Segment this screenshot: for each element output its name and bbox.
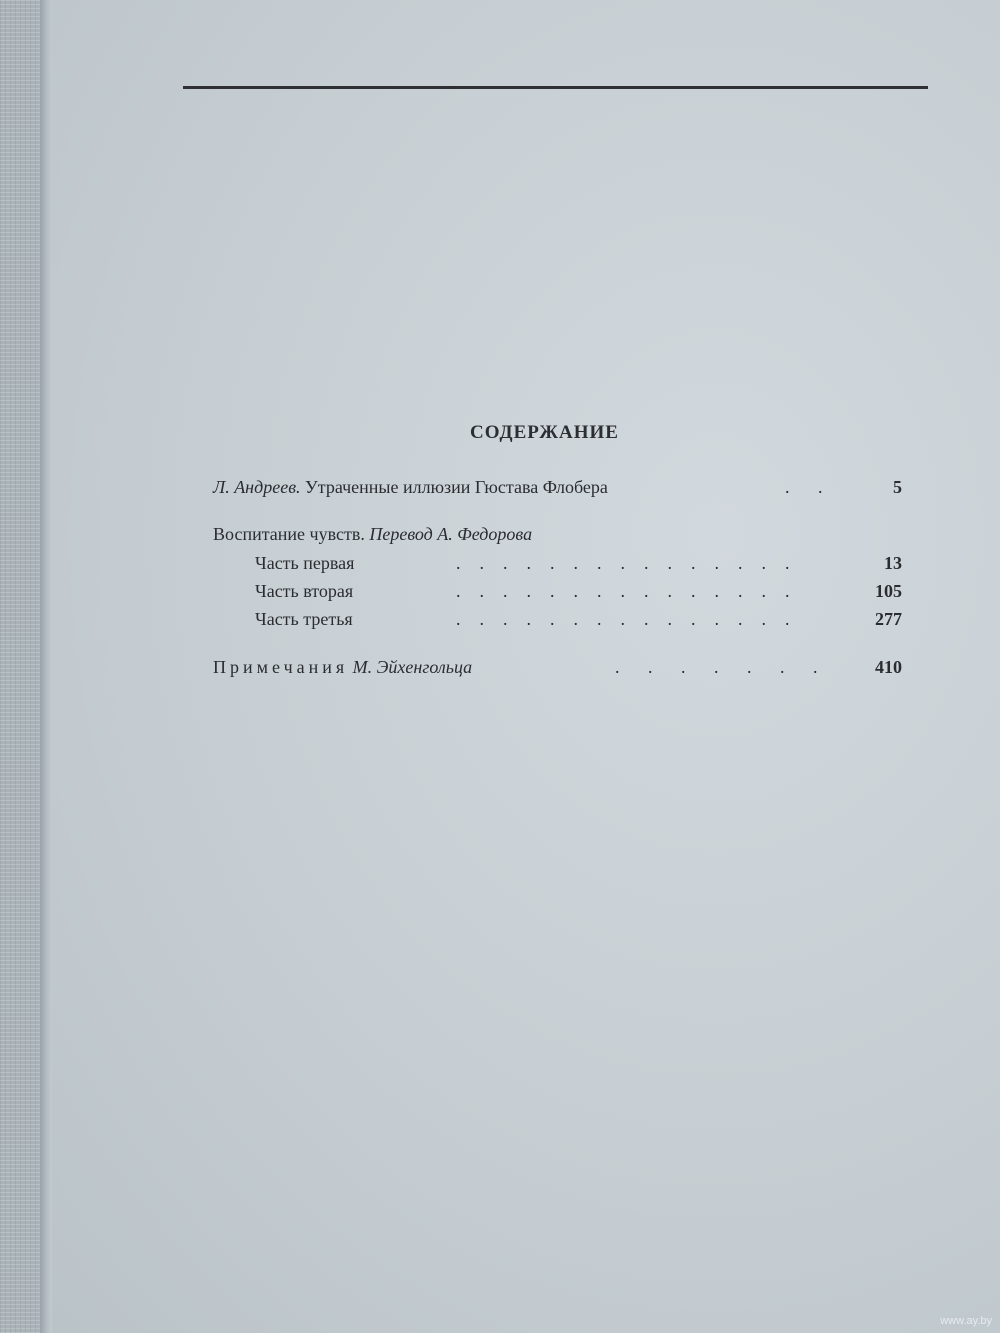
toc-page-number: 410 — [875, 657, 902, 677]
watermark: www.ay.by — [940, 1315, 992, 1327]
toc-heading: СОДЕРЖАНИЕ — [470, 422, 619, 443]
top-rule — [183, 86, 928, 89]
toc-entry-part-one: Часть первая — [255, 553, 355, 573]
toc-entry-part-three: Часть третья — [255, 609, 353, 629]
toc-page-number: 13 — [884, 553, 902, 573]
page-edge — [40, 0, 52, 1333]
toc-entry-title: Воспитание чувств. — [213, 524, 365, 544]
book-binding — [0, 0, 40, 1333]
toc-entry-author: Л. Андреев. — [213, 477, 301, 497]
toc-entry-intro — [213, 476, 608, 498]
toc-page-number: 277 — [875, 609, 902, 629]
toc-leader-dots: ............... — [456, 553, 809, 573]
toc-leader-dots: . . . . . . . — [615, 657, 830, 677]
toc-entry-author: М. Эйхенгольца — [352, 657, 473, 677]
toc-leader-dots: ............... — [456, 609, 809, 629]
toc-entry-work — [213, 523, 532, 545]
toc-entry-part-two: Часть вторая — [255, 581, 354, 601]
toc-entry-translator: Перевод А. Федорова — [369, 524, 533, 544]
toc-page-number: 5 — [893, 477, 902, 497]
toc-leader-dots: . . — [785, 477, 835, 497]
toc-entry-title: Утраченные иллюзии Гюстава Флобера — [305, 477, 608, 497]
toc-entry-notes — [213, 656, 472, 678]
toc-entry-title: Примечания — [213, 657, 349, 677]
toc-leader-dots: ............... — [456, 581, 809, 601]
toc-page-number: 105 — [875, 581, 902, 601]
